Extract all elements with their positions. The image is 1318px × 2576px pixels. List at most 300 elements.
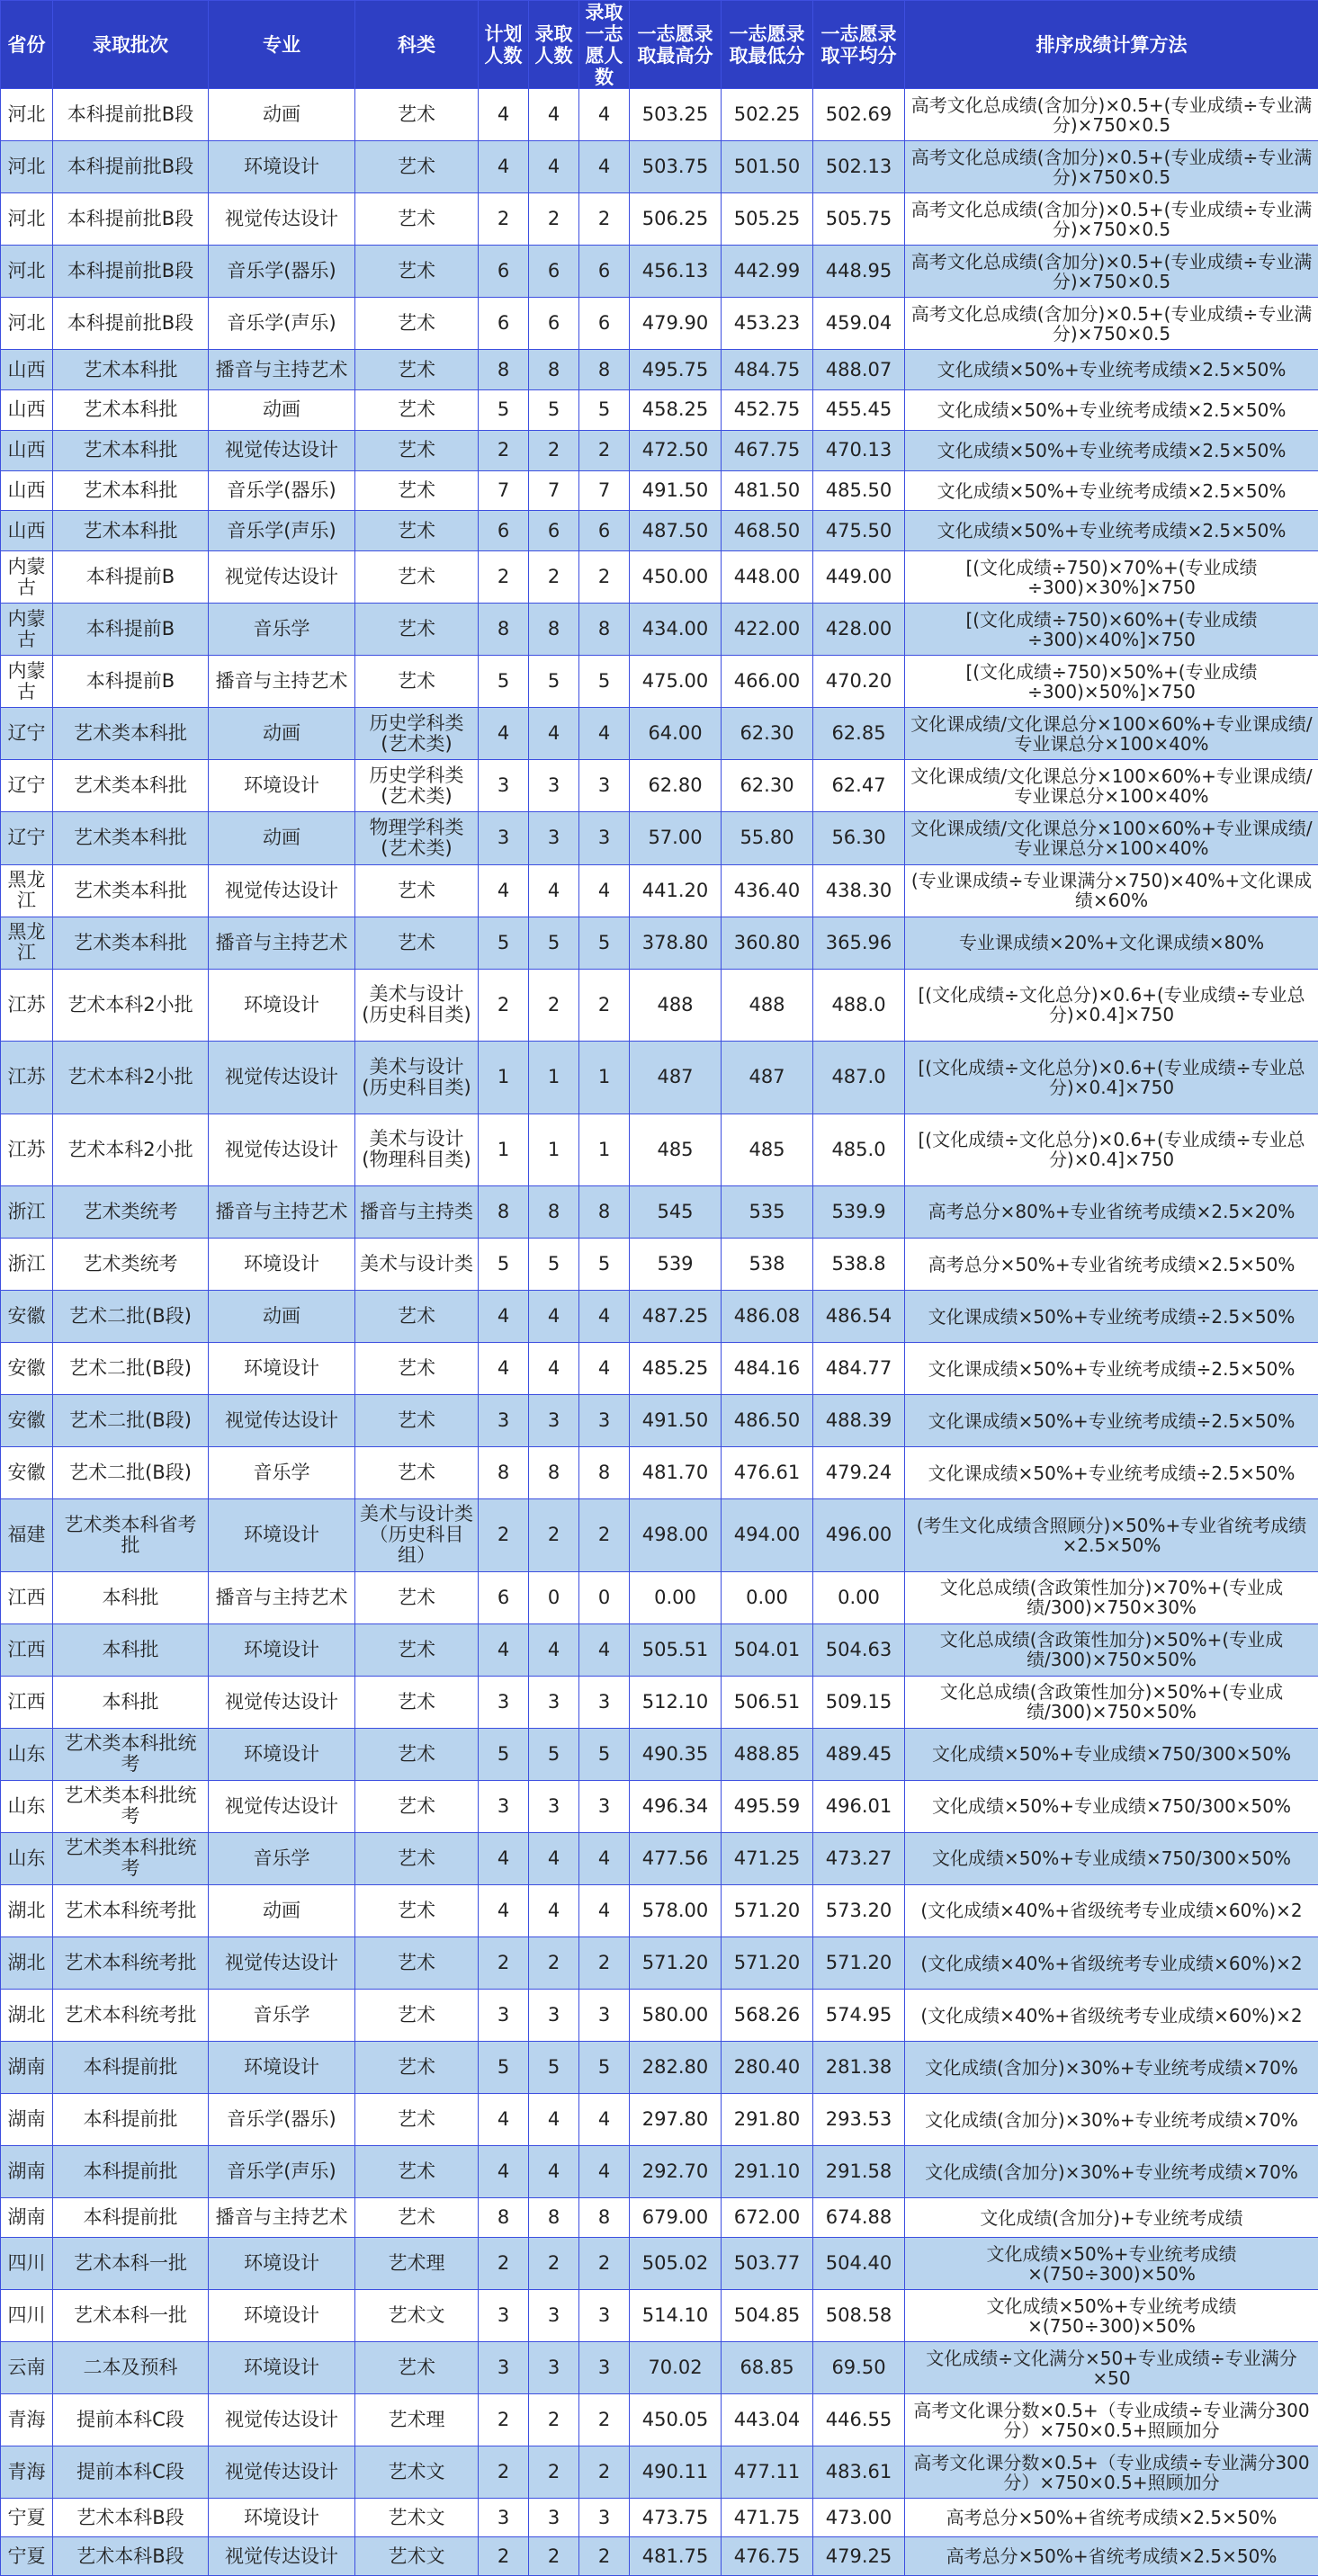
cell-major: 环境设计: [209, 2238, 355, 2290]
cell-admitted-count: 3: [529, 2342, 579, 2394]
cell-plan-count: 4: [479, 1291, 529, 1343]
cell-batch: 二本及预科: [53, 2342, 209, 2394]
cell-batch: 本科提前批B段: [53, 89, 209, 141]
cell-province: 湖南: [1, 2042, 53, 2094]
cell-min-score: 453.23: [722, 298, 813, 350]
cell-major: 音乐学: [209, 604, 355, 656]
cell-formula: 文化成绩÷文化满分×50+专业成绩÷专业满分×50: [905, 2342, 1318, 2394]
cell-plan-count: 2: [479, 2238, 529, 2290]
cell-formula: 高考总分×50%+省统考成绩×2.5×50%: [905, 2499, 1318, 2537]
cell-avg-score: 470.13: [813, 430, 905, 470]
cell-category: 艺术: [355, 1623, 479, 1676]
cell-category: 美术与设计(历史科目类): [355, 1042, 479, 1114]
cell-min-score: 360.80: [722, 917, 813, 969]
cell-min-score: 477.11: [722, 2446, 813, 2499]
cell-province: 河北: [1, 298, 53, 350]
cell-batch: 艺术本科一批: [53, 2238, 209, 2290]
cell-category: 美术与设计类: [355, 1239, 479, 1291]
cell-province: 四川: [1, 2290, 53, 2342]
cell-max-score: 514.10: [630, 2290, 722, 2342]
cell-plan-count: 4: [479, 1884, 529, 1936]
cell-max-score: 475.00: [630, 656, 722, 708]
table-row: [1, 969, 1318, 1041]
cell-admitted-count: 5: [529, 2042, 579, 2094]
cell-plan-count: 4: [479, 141, 529, 193]
cell-province: 江苏: [1, 1042, 53, 1114]
cell-avg-score: 485.0: [813, 1114, 905, 1185]
cell-min-score: 0.00: [722, 1571, 813, 1623]
cell-admitted-count: 4: [529, 89, 579, 141]
cell-max-score: 62.80: [630, 760, 722, 812]
cell-min-score: 466.00: [722, 656, 813, 708]
cell-formula: 高考总分×50%+省统考成绩×2.5×50%: [905, 2537, 1318, 2576]
cell-min-score: 486.08: [722, 1291, 813, 1343]
cell-min-score: 443.04: [722, 2394, 813, 2446]
cell-batch: 本科提前批: [53, 2094, 209, 2146]
cell-max-score: 481.70: [630, 1447, 722, 1499]
cell-first-choice-count: 1: [579, 1114, 630, 1185]
cell-province: 山东: [1, 1832, 53, 1884]
cell-admitted-count: 4: [529, 2094, 579, 2146]
cell-avg-score: 502.13: [813, 141, 905, 193]
table-row: [1, 1343, 1318, 1395]
cell-avg-score: 446.55: [813, 2394, 905, 2446]
cell-max-score: 506.25: [630, 193, 722, 246]
cell-major: 环境设计: [209, 1623, 355, 1676]
cell-plan-count: 4: [479, 708, 529, 760]
cell-admitted-count: 5: [529, 1728, 579, 1780]
cell-avg-score: 496.00: [813, 1499, 905, 1571]
cell-category: 美术与设计类（历史科目组）: [355, 1499, 479, 1571]
cell-formula: 文化成绩(含加分)+专业统考成绩: [905, 2198, 1318, 2238]
cell-max-score: 485.25: [630, 1343, 722, 1395]
cell-plan-count: 6: [479, 1571, 529, 1623]
cell-avg-score: 475.50: [813, 511, 905, 551]
cell-first-choice-count: 8: [579, 604, 630, 656]
cell-category: 艺术: [355, 2094, 479, 2146]
table-row: [1, 708, 1318, 760]
cell-major: 动画: [209, 812, 355, 864]
cell-admitted-count: 4: [529, 2146, 579, 2198]
cell-category: 艺术: [355, 193, 479, 246]
cell-admitted-count: 3: [529, 2499, 579, 2537]
cell-province: 辽宁: [1, 708, 53, 760]
cell-max-score: 505.51: [630, 1623, 722, 1676]
cell-admitted-count: 8: [529, 1185, 579, 1238]
cell-category: 艺术: [355, 1571, 479, 1623]
cell-batch: 艺术本科B段: [53, 2499, 209, 2537]
cell-avg-score: 489.45: [813, 1728, 905, 1780]
cell-province: 辽宁: [1, 812, 53, 864]
cell-plan-count: 5: [479, 2042, 529, 2094]
table-row: [1, 2094, 1318, 2146]
cell-formula: 文化课成绩×50%+专业统考成绩÷2.5×50%: [905, 1447, 1318, 1499]
cell-plan-count: 4: [479, 1343, 529, 1395]
cell-admitted-count: 8: [529, 1447, 579, 1499]
cell-admitted-count: 8: [529, 604, 579, 656]
cell-province: 江西: [1, 1623, 53, 1676]
cell-province: 云南: [1, 2342, 53, 2394]
cell-min-score: 471.75: [722, 2499, 813, 2537]
cell-formula: 文化成绩×50%+专业成绩×750/300×50%: [905, 1832, 1318, 1884]
cell-category: 艺术: [355, 298, 479, 350]
cell-first-choice-count: 1: [579, 1042, 630, 1114]
cell-category: 播音与主持类: [355, 1185, 479, 1238]
cell-batch: 本科提前批: [53, 2042, 209, 2094]
cell-first-choice-count: 2: [579, 969, 630, 1041]
cell-batch: 艺术二批(B段): [53, 1291, 209, 1343]
table-row: [1, 246, 1318, 298]
cell-first-choice-count: 3: [579, 1676, 630, 1728]
cell-province: 江西: [1, 1571, 53, 1623]
cell-formula: 高考文化课分数×0.5+（专业成绩÷专业满分300分）×750×0.5+照顾加分: [905, 2394, 1318, 2446]
cell-batch: 提前本科C段: [53, 2394, 209, 2446]
cell-first-choice-count: 3: [579, 2342, 630, 2394]
cell-admitted-count: 3: [529, 1780, 579, 1832]
cell-plan-count: 4: [479, 2146, 529, 2198]
cell-plan-count: 5: [479, 917, 529, 969]
cell-max-score: 485: [630, 1114, 722, 1185]
cell-first-choice-count: 4: [579, 1343, 630, 1395]
cell-batch: 艺术本科批: [53, 390, 209, 431]
cell-max-score: 450.05: [630, 2394, 722, 2446]
cell-plan-count: 8: [479, 350, 529, 390]
cell-province: 宁夏: [1, 2499, 53, 2537]
cell-admitted-count: 2: [529, 430, 579, 470]
cell-formula: 文化成绩×50%+专业统考成绩×2.5×50%: [905, 511, 1318, 551]
cell-first-choice-count: 8: [579, 1185, 630, 1238]
cell-max-score: 512.10: [630, 1676, 722, 1728]
cell-admitted-count: 4: [529, 1291, 579, 1343]
cell-batch: 本科提前批B段: [53, 298, 209, 350]
cell-major: 视觉传达设计: [209, 864, 355, 917]
cell-province: 辽宁: [1, 760, 53, 812]
cell-formula: (文化成绩×40%+省级统考专业成绩×60%)×2: [905, 1990, 1318, 2042]
cell-batch: 艺术二批(B段): [53, 1447, 209, 1499]
cell-min-score: 502.25: [722, 89, 813, 141]
cell-max-score: 498.00: [630, 1499, 722, 1571]
cell-avg-score: 509.15: [813, 1676, 905, 1728]
cell-major: 视觉传达设计: [209, 1780, 355, 1832]
cell-avg-score: 448.95: [813, 246, 905, 298]
cell-formula: (文化成绩×40%+省级统考专业成绩×60%)×2: [905, 1884, 1318, 1936]
cell-first-choice-count: 5: [579, 1239, 630, 1291]
cell-batch: 艺术类本科批: [53, 708, 209, 760]
cell-avg-score: 281.38: [813, 2042, 905, 2094]
cell-first-choice-count: 3: [579, 1780, 630, 1832]
cell-avg-score: 488.0: [813, 969, 905, 1041]
cell-min-score: 501.50: [722, 141, 813, 193]
cell-first-choice-count: 3: [579, 1990, 630, 2042]
cell-major: 视觉传达设计: [209, 193, 355, 246]
table-row: [1, 1185, 1318, 1238]
cell-min-score: 506.51: [722, 1676, 813, 1728]
header-avg-score: 一志愿录取平均分: [813, 1, 905, 89]
cell-batch: 艺术类本科批: [53, 760, 209, 812]
cell-first-choice-count: 4: [579, 141, 630, 193]
cell-batch: 艺术二批(B段): [53, 1343, 209, 1395]
cell-first-choice-count: 2: [579, 2537, 630, 2576]
cell-category: 艺术: [355, 551, 479, 604]
cell-major: 音乐学(声乐): [209, 511, 355, 551]
cell-batch: 艺术类本科批统考: [53, 1780, 209, 1832]
cell-plan-count: 6: [479, 298, 529, 350]
table-row: [1, 1884, 1318, 1936]
cell-category: 艺术: [355, 2198, 479, 2238]
cell-avg-score: 365.96: [813, 917, 905, 969]
cell-batch: 艺术本科批: [53, 430, 209, 470]
cell-plan-count: 3: [479, 2499, 529, 2537]
cell-max-score: 490.35: [630, 1728, 722, 1780]
cell-batch: 艺术本科2小批: [53, 969, 209, 1041]
cell-category: 艺术理: [355, 2394, 479, 2446]
cell-major: 环境设计: [209, 2342, 355, 2394]
cell-province: 湖南: [1, 2198, 53, 2238]
cell-formula: 高考文化总成绩(含加分)×0.5+(专业成绩÷专业满分)×750×0.5: [905, 298, 1318, 350]
table-row: [1, 193, 1318, 246]
cell-min-score: 538: [722, 1239, 813, 1291]
cell-avg-score: 508.58: [813, 2290, 905, 2342]
cell-plan-count: 3: [479, 1395, 529, 1447]
cell-avg-score: 473.00: [813, 2499, 905, 2537]
table-row: [1, 1291, 1318, 1343]
cell-max-score: 472.50: [630, 430, 722, 470]
cell-max-score: 539: [630, 1239, 722, 1291]
cell-avg-score: 674.88: [813, 2198, 905, 2238]
cell-plan-count: 4: [479, 1832, 529, 1884]
cell-plan-count: 6: [479, 511, 529, 551]
cell-avg-score: 0.00: [813, 1571, 905, 1623]
cell-batch: 本科提前批B段: [53, 141, 209, 193]
table-row: [1, 470, 1318, 511]
cell-province: 浙江: [1, 1185, 53, 1238]
cell-min-score: 55.80: [722, 812, 813, 864]
cell-avg-score: 69.50: [813, 2342, 905, 2394]
cell-avg-score: 459.04: [813, 298, 905, 350]
cell-major: 动画: [209, 89, 355, 141]
cell-province: 山西: [1, 470, 53, 511]
cell-formula: 文化成绩(含加分)×30%+专业统考成绩×70%: [905, 2042, 1318, 2094]
cell-major: 播音与主持艺术: [209, 917, 355, 969]
cell-admitted-count: 2: [529, 2238, 579, 2290]
cell-avg-score: 485.50: [813, 470, 905, 511]
cell-first-choice-count: 4: [579, 708, 630, 760]
cell-admitted-count: 2: [529, 2394, 579, 2446]
cell-major: 视觉传达设计: [209, 1395, 355, 1447]
cell-province: 湖南: [1, 2146, 53, 2198]
cell-batch: 艺术类本科批统考: [53, 1728, 209, 1780]
cell-batch: 本科提前批B段: [53, 193, 209, 246]
cell-max-score: 282.80: [630, 2042, 722, 2094]
cell-admitted-count: 2: [529, 2446, 579, 2499]
cell-first-choice-count: 3: [579, 2499, 630, 2537]
cell-formula: 高考总分×80%+专业省统考成绩×2.5×20%: [905, 1185, 1318, 1238]
cell-first-choice-count: 2: [579, 2238, 630, 2290]
cell-plan-count: 3: [479, 760, 529, 812]
cell-first-choice-count: 4: [579, 1291, 630, 1343]
cell-plan-count: 8: [479, 2198, 529, 2238]
cell-max-score: 491.50: [630, 1395, 722, 1447]
cell-avg-score: 488.07: [813, 350, 905, 390]
cell-min-score: 571.20: [722, 1884, 813, 1936]
table-row: [1, 1832, 1318, 1884]
cell-min-score: 504.01: [722, 1623, 813, 1676]
cell-province: 安徽: [1, 1291, 53, 1343]
cell-first-choice-count: 4: [579, 2094, 630, 2146]
cell-formula: 文化总成绩(含政策性加分)×50%+(专业成绩/300)×750×50%: [905, 1623, 1318, 1676]
cell-category: 艺术: [355, 350, 479, 390]
cell-min-score: 503.77: [722, 2238, 813, 2290]
cell-major: 音乐学(声乐): [209, 2146, 355, 2198]
cell-admitted-count: 2: [529, 969, 579, 1041]
cell-min-score: 467.75: [722, 430, 813, 470]
cell-plan-count: 3: [479, 1780, 529, 1832]
cell-category: 艺术: [355, 1728, 479, 1780]
cell-avg-score: 479.24: [813, 1447, 905, 1499]
cell-max-score: 441.20: [630, 864, 722, 917]
table-row: [1, 917, 1318, 969]
cell-batch: 艺术本科统考批: [53, 1937, 209, 1990]
cell-major: 动画: [209, 708, 355, 760]
cell-min-score: 484.16: [722, 1343, 813, 1395]
cell-formula: [(文化成绩÷750)×60%+(专业成绩÷300)×40%]×750: [905, 604, 1318, 656]
cell-formula: [(文化成绩÷750)×50%+(专业成绩÷300)×50%]×750: [905, 656, 1318, 708]
cell-major: 环境设计: [209, 2290, 355, 2342]
cell-max-score: 70.02: [630, 2342, 722, 2394]
cell-first-choice-count: 3: [579, 812, 630, 864]
cell-category: 艺术: [355, 1395, 479, 1447]
cell-min-score: 62.30: [722, 760, 813, 812]
cell-category: 美术与设计(历史科目类): [355, 969, 479, 1041]
cell-category: 艺术: [355, 1937, 479, 1990]
cell-category: 艺术: [355, 656, 479, 708]
header-admitted-count: 录取人数: [529, 1, 579, 89]
cell-first-choice-count: 6: [579, 511, 630, 551]
table-row: [1, 812, 1318, 864]
cell-plan-count: 7: [479, 470, 529, 511]
cell-min-score: 484.75: [722, 350, 813, 390]
cell-max-score: 487: [630, 1042, 722, 1114]
cell-plan-count: 2: [479, 969, 529, 1041]
cell-avg-score: 455.45: [813, 390, 905, 431]
cell-min-score: 471.25: [722, 1832, 813, 1884]
cell-first-choice-count: 2: [579, 193, 630, 246]
cell-major: 视觉传达设计: [209, 2446, 355, 2499]
cell-admitted-count: 2: [529, 551, 579, 604]
cell-first-choice-count: 2: [579, 1937, 630, 1990]
cell-major: 音乐学(器乐): [209, 246, 355, 298]
cell-first-choice-count: 5: [579, 656, 630, 708]
cell-formula: 文化成绩×50%+专业统考成绩×2.5×50%: [905, 350, 1318, 390]
cell-formula: 文化课成绩/文化课总分×100×60%+专业课成绩/专业课总分×100×40%: [905, 708, 1318, 760]
cell-plan-count: 2: [479, 1937, 529, 1990]
cell-max-score: 450.00: [630, 551, 722, 604]
cell-plan-count: 2: [479, 430, 529, 470]
cell-plan-count: 1: [479, 1042, 529, 1114]
cell-first-choice-count: 5: [579, 2042, 630, 2094]
table-row: [1, 551, 1318, 604]
cell-province: 湖北: [1, 1884, 53, 1936]
cell-formula: 文化成绩×50%+专业统考成绩×2.5×50%: [905, 470, 1318, 511]
cell-category: 艺术理: [355, 2238, 479, 2290]
cell-plan-count: 3: [479, 812, 529, 864]
cell-province: 浙江: [1, 1239, 53, 1291]
cell-admitted-count: 0: [529, 1571, 579, 1623]
cell-first-choice-count: 8: [579, 2198, 630, 2238]
cell-batch: 艺术二批(B段): [53, 1395, 209, 1447]
cell-category: 艺术: [355, 2146, 479, 2198]
cell-major: 视觉传达设计: [209, 430, 355, 470]
header-plan-count: 计划人数: [479, 1, 529, 89]
table-row: [1, 89, 1318, 141]
cell-avg-score: 473.27: [813, 1832, 905, 1884]
cell-admitted-count: 3: [529, 1676, 579, 1728]
cell-category: 艺术: [355, 2342, 479, 2394]
cell-max-score: 477.56: [630, 1832, 722, 1884]
table-row: [1, 1395, 1318, 1447]
cell-formula: 文化成绩(含加分)×30%+专业统考成绩×70%: [905, 2094, 1318, 2146]
cell-formula: 文化成绩×50%+专业统考成绩×(750÷300)×50%: [905, 2290, 1318, 2342]
cell-category: 艺术: [355, 246, 479, 298]
cell-min-score: 488.85: [722, 1728, 813, 1780]
cell-max-score: 481.75: [630, 2537, 722, 2576]
cell-province: 湖北: [1, 1937, 53, 1990]
cell-category: 历史学科类(艺术类): [355, 708, 479, 760]
cell-plan-count: 5: [479, 390, 529, 431]
cell-major: 播音与主持艺术: [209, 656, 355, 708]
cell-avg-score: 484.77: [813, 1343, 905, 1395]
cell-formula: 专业课成绩×20%+文化课成绩×80%: [905, 917, 1318, 969]
cell-first-choice-count: 8: [579, 1447, 630, 1499]
cell-max-score: 458.25: [630, 390, 722, 431]
cell-admitted-count: 2: [529, 1937, 579, 1990]
cell-admitted-count: 2: [529, 1499, 579, 1571]
cell-max-score: 57.00: [630, 812, 722, 864]
cell-formula: 高考文化总成绩(含加分)×0.5+(专业成绩÷专业满分)×750×0.5: [905, 141, 1318, 193]
cell-max-score: 571.20: [630, 1937, 722, 1990]
cell-admitted-count: 2: [529, 2537, 579, 2576]
header-category: 科类: [355, 1, 479, 89]
header-batch: 录取批次: [53, 1, 209, 89]
cell-formula: 文化课成绩/文化课总分×100×60%+专业课成绩/专业课总分×100×40%: [905, 812, 1318, 864]
cell-max-score: 473.75: [630, 2499, 722, 2537]
cell-category: 艺术: [355, 1676, 479, 1728]
cell-major: 播音与主持艺术: [209, 1571, 355, 1623]
cell-max-score: 491.50: [630, 470, 722, 511]
cell-major: 视觉传达设计: [209, 1042, 355, 1114]
cell-admitted-count: 4: [529, 141, 579, 193]
cell-first-choice-count: 6: [579, 246, 630, 298]
cell-category: 物理学科类(艺术类): [355, 812, 479, 864]
cell-category: 历史学科类(艺术类): [355, 760, 479, 812]
cell-plan-count: 6: [479, 246, 529, 298]
cell-avg-score: 502.69: [813, 89, 905, 141]
cell-min-score: 505.25: [722, 193, 813, 246]
cell-category: 艺术: [355, 864, 479, 917]
cell-admitted-count: 5: [529, 1239, 579, 1291]
cell-province: 黑龙江: [1, 917, 53, 969]
cell-major: 视觉传达设计: [209, 551, 355, 604]
cell-avg-score: 291.58: [813, 2146, 905, 2198]
cell-admitted-count: 6: [529, 511, 579, 551]
cell-admitted-count: 2: [529, 193, 579, 246]
cell-plan-count: 2: [479, 193, 529, 246]
cell-avg-score: 505.75: [813, 193, 905, 246]
cell-batch: 本科批: [53, 1623, 209, 1676]
table-row: [1, 656, 1318, 708]
cell-province: 四川: [1, 2238, 53, 2290]
cell-min-score: 504.85: [722, 2290, 813, 2342]
